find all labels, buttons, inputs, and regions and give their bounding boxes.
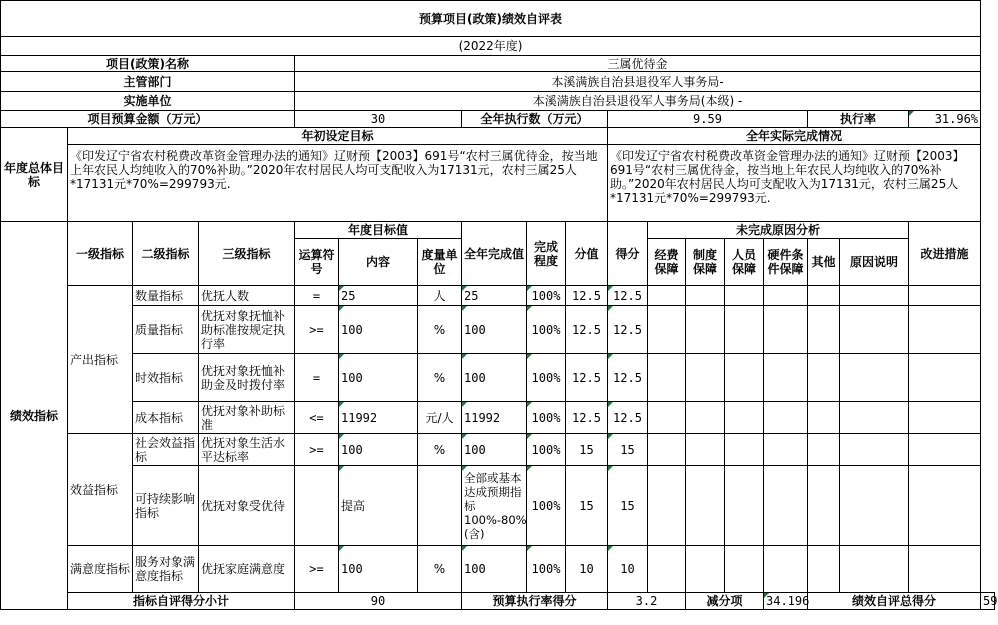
reason-staff-cell bbox=[725, 306, 764, 354]
year-value-header: 全年完成值 bbox=[462, 222, 527, 286]
benefit-indicator-group: 效益指标 bbox=[68, 434, 133, 546]
indicator-operator: >= bbox=[295, 306, 339, 354]
indicator-actual: 全部或基本达成预期指标100%-80%(含) bbox=[462, 466, 527, 546]
indicator-score: 15 bbox=[608, 434, 648, 466]
reason-hardware-cell bbox=[764, 306, 808, 354]
indicator-actual: 100 bbox=[462, 434, 527, 466]
improve-cell bbox=[909, 306, 981, 354]
dept-label: 主管部门 bbox=[1, 72, 295, 92]
indicator-level2: 服务对象满意度指标 bbox=[133, 546, 199, 593]
reason-other-cell bbox=[808, 354, 840, 402]
reason-system-cell bbox=[686, 286, 725, 306]
indicator-level3: 优抚对象受优待 bbox=[199, 466, 295, 546]
indicator-content: 提高 bbox=[339, 466, 418, 546]
reason-funding-cell bbox=[648, 466, 686, 546]
initial-goal-text: 《印发辽宁省农村税费改革资金管理办法的通知》辽财预【2003】691号“农村三属优待金，按当地上年农民人均纯收入的70%补助。”2020年农村居民人均可支配收入为17131元，农村三属25人*17131元*70%=299793元. bbox=[68, 145, 608, 222]
indicator-operator bbox=[295, 466, 339, 546]
reasons-header: 未完成原因分析 bbox=[648, 222, 909, 239]
reason-funding-cell bbox=[648, 546, 686, 593]
indicator-content: 100 bbox=[339, 354, 418, 402]
level2-header: 二级指标 bbox=[133, 222, 199, 286]
score-header: 得分 bbox=[608, 222, 648, 286]
annual-target-header: 年度目标值 bbox=[295, 222, 462, 239]
exec-amount-value: 9.59 bbox=[608, 111, 808, 128]
reason-other-cell bbox=[808, 546, 840, 593]
exec-rate-value: 31.96% bbox=[909, 111, 981, 128]
reason-funding-cell bbox=[648, 402, 686, 434]
indicator-content: 11992 bbox=[339, 402, 418, 434]
reason-other-cell bbox=[808, 402, 840, 434]
dept-value: 本溪满族自治县退役军人事务局- bbox=[295, 72, 981, 92]
indicator-completion: 100% bbox=[527, 306, 566, 354]
reason-funding-cell bbox=[648, 354, 686, 402]
exec-rate-label: 执行率 bbox=[808, 111, 909, 128]
impl-unit-value: 本溪满族自治县退役军人事务局(本级) - bbox=[295, 92, 981, 111]
total-score-value: 59 bbox=[981, 593, 995, 610]
indicator-level2: 时效指标 bbox=[133, 354, 199, 402]
reason-desc-cell bbox=[840, 354, 909, 402]
actual-goal-header: 全年实际完成情况 bbox=[608, 128, 981, 145]
content-header: 内容 bbox=[339, 239, 418, 286]
reason-system-cell bbox=[686, 306, 725, 354]
actual-goal-text: 《印发辽宁省农村税费改革资金管理办法的通知》辽财预【2003】691号“农村三属优待金，按当地上年农民人均纯收入的70%补助。”2020年农村居民人均可支配收入为17131元，农村三属25人*17131元*70%=299793元. bbox=[608, 145, 981, 222]
reason-desc-cell bbox=[840, 402, 909, 434]
reason-funding-cell bbox=[648, 306, 686, 354]
performance-section-label: 绩效指标 bbox=[1, 222, 68, 610]
reason-system-cell bbox=[686, 434, 725, 466]
doc-subtitle: (2022年度) bbox=[1, 37, 981, 56]
reason-funding-cell bbox=[648, 434, 686, 466]
reason-desc-cell bbox=[840, 546, 909, 593]
indicator-score: 12.5 bbox=[608, 354, 648, 402]
impl-unit-label: 实施单位 bbox=[1, 92, 295, 111]
indicator-score: 15 bbox=[608, 466, 648, 546]
indicator-completion: 100% bbox=[527, 286, 566, 306]
indicator-score-value: 12.5 bbox=[566, 286, 608, 306]
improve-cell bbox=[909, 286, 981, 306]
indicator-score-value: 12.5 bbox=[566, 354, 608, 402]
indicator-operator: = bbox=[295, 354, 339, 402]
improve-cell bbox=[909, 546, 981, 593]
deduct-label: 减分项 bbox=[686, 593, 764, 610]
reason-staff-cell bbox=[725, 466, 764, 546]
indicator-unit: 人 bbox=[418, 286, 462, 306]
level1-header: 一级指标 bbox=[68, 222, 133, 286]
indicator-content: 100 bbox=[339, 306, 418, 354]
indicator-unit: % bbox=[418, 434, 462, 466]
budget-amount-label: 项目预算金额（万元） bbox=[1, 111, 295, 128]
indicator-score-value: 15 bbox=[566, 466, 608, 546]
indicator-content: 100 bbox=[339, 434, 418, 466]
indicator-level3: 优抚对象抚恤补助金及时拨付率 bbox=[199, 354, 295, 402]
exec-score-label: 预算执行率得分 bbox=[462, 593, 608, 610]
level3-header: 三级指标 bbox=[199, 222, 295, 286]
reason-other-cell bbox=[808, 306, 840, 354]
reason-hardware-cell bbox=[764, 354, 808, 402]
reason-staff-cell bbox=[725, 402, 764, 434]
initial-goal-header: 年初设定目标 bbox=[68, 128, 608, 145]
reason-hardware-header: 硬件条件保障 bbox=[764, 239, 808, 286]
output-indicator-group: 产出指标 bbox=[68, 286, 133, 434]
indicator-score-value: 12.5 bbox=[566, 306, 608, 354]
indicator-score-value: 15 bbox=[566, 434, 608, 466]
improve-cell bbox=[909, 402, 981, 434]
score-value-header: 分值 bbox=[566, 222, 608, 286]
reason-staff-cell bbox=[725, 434, 764, 466]
reason-desc-cell bbox=[840, 286, 909, 306]
indicator-operator: = bbox=[295, 286, 339, 306]
reason-other-cell bbox=[808, 434, 840, 466]
exec-amount-label: 全年执行数（万元） bbox=[462, 111, 608, 128]
indicator-level2: 成本指标 bbox=[133, 402, 199, 434]
reason-funding-header: 经费保障 bbox=[648, 239, 686, 286]
indicator-score: 10 bbox=[608, 546, 648, 593]
reason-hardware-cell bbox=[764, 434, 808, 466]
completion-header: 完成程度 bbox=[527, 222, 566, 286]
unit-header: 度量单位 bbox=[418, 239, 462, 286]
reason-desc-cell bbox=[840, 306, 909, 354]
indicator-completion: 100% bbox=[527, 546, 566, 593]
reason-system-cell bbox=[686, 402, 725, 434]
indicator-completion: 100% bbox=[527, 402, 566, 434]
annual-goal-label: 年度总体目标 bbox=[1, 128, 68, 222]
reason-other-cell bbox=[808, 466, 840, 546]
indicator-actual: 100 bbox=[462, 354, 527, 402]
indicator-content: 25 bbox=[339, 286, 418, 306]
reason-system-cell bbox=[686, 546, 725, 593]
total-score-label: 绩效自评总得分 bbox=[808, 593, 981, 610]
improve-cell bbox=[909, 354, 981, 402]
reason-system-cell bbox=[686, 354, 725, 402]
improve-cell bbox=[909, 466, 981, 546]
project-name-value: 三属优待金 bbox=[295, 56, 981, 72]
reason-system-cell bbox=[686, 466, 725, 546]
improve-header: 改进措施 bbox=[909, 222, 981, 286]
reason-desc-cell bbox=[840, 466, 909, 546]
reason-desc-cell bbox=[840, 434, 909, 466]
indicator-level2: 数量指标 bbox=[133, 286, 199, 306]
indicator-operator: >= bbox=[295, 546, 339, 593]
indicator-content: 100 bbox=[339, 546, 418, 593]
indicator-completion: 100% bbox=[527, 354, 566, 402]
reason-hardware-cell bbox=[764, 546, 808, 593]
reason-staff-header: 人员保障 bbox=[725, 239, 764, 286]
indicator-unit: % bbox=[418, 306, 462, 354]
indicator-level2: 可持续影响指标 bbox=[133, 466, 199, 546]
indicator-score: 12.5 bbox=[608, 286, 648, 306]
budget-amount-value: 30 bbox=[295, 111, 462, 128]
reason-funding-cell bbox=[648, 286, 686, 306]
reason-desc-header: 原因说明 bbox=[840, 239, 909, 286]
reason-hardware-cell bbox=[764, 286, 808, 306]
indicator-level2: 质量指标 bbox=[133, 306, 199, 354]
doc-title: 预算项目(政策)绩效自评表 bbox=[1, 1, 981, 37]
reason-other-header: 其他 bbox=[808, 239, 840, 286]
indicator-completion: 100% bbox=[527, 466, 566, 546]
indicator-score: 12.5 bbox=[608, 402, 648, 434]
indicator-level3: 优抚家庭满意度 bbox=[199, 546, 295, 593]
reason-other-cell bbox=[808, 286, 840, 306]
indicator-unit: % bbox=[418, 354, 462, 402]
indicator-actual: 25 bbox=[462, 286, 527, 306]
indicator-score-value: 10 bbox=[566, 546, 608, 593]
reason-staff-cell bbox=[725, 286, 764, 306]
reason-staff-cell bbox=[725, 546, 764, 593]
indicator-operator: <= bbox=[295, 402, 339, 434]
reason-hardware-cell bbox=[764, 466, 808, 546]
reason-system-header: 制度保障 bbox=[686, 239, 725, 286]
indicator-level2: 社会效益指标 bbox=[133, 434, 199, 466]
deduct-value: 34.196 bbox=[764, 593, 808, 610]
indicator-level3: 优抚对象抚恤补助标准按规定执行率 bbox=[199, 306, 295, 354]
indicator-unit: % bbox=[418, 546, 462, 593]
project-name-label: 项目(政策)名称 bbox=[1, 56, 295, 72]
indicator-actual: 11992 bbox=[462, 402, 527, 434]
indicator-score: 12.5 bbox=[608, 306, 648, 354]
reason-staff-cell bbox=[725, 354, 764, 402]
indicator-completion: 100% bbox=[527, 434, 566, 466]
subtotal-label: 指标自评得分小计 bbox=[68, 593, 295, 610]
indicator-unit: 元/人 bbox=[418, 402, 462, 434]
exec-score-value: 3.2 bbox=[608, 593, 686, 610]
indicator-actual: 100 bbox=[462, 546, 527, 593]
satisfaction-indicator-group: 满意度指标 bbox=[68, 546, 133, 593]
indicator-score-value: 12.5 bbox=[566, 402, 608, 434]
indicator-level3: 优抚对象补助标准 bbox=[199, 402, 295, 434]
operator-header: 运算符号 bbox=[295, 239, 339, 286]
subtotal-value: 90 bbox=[295, 593, 462, 610]
indicator-level3: 优抚人数 bbox=[199, 286, 295, 306]
improve-cell bbox=[909, 434, 981, 466]
indicator-level3: 优抚对象生活水平达标率 bbox=[199, 434, 295, 466]
reason-hardware-cell bbox=[764, 402, 808, 434]
indicator-unit bbox=[418, 466, 462, 546]
indicator-operator: >= bbox=[295, 434, 339, 466]
indicator-actual: 100 bbox=[462, 306, 527, 354]
